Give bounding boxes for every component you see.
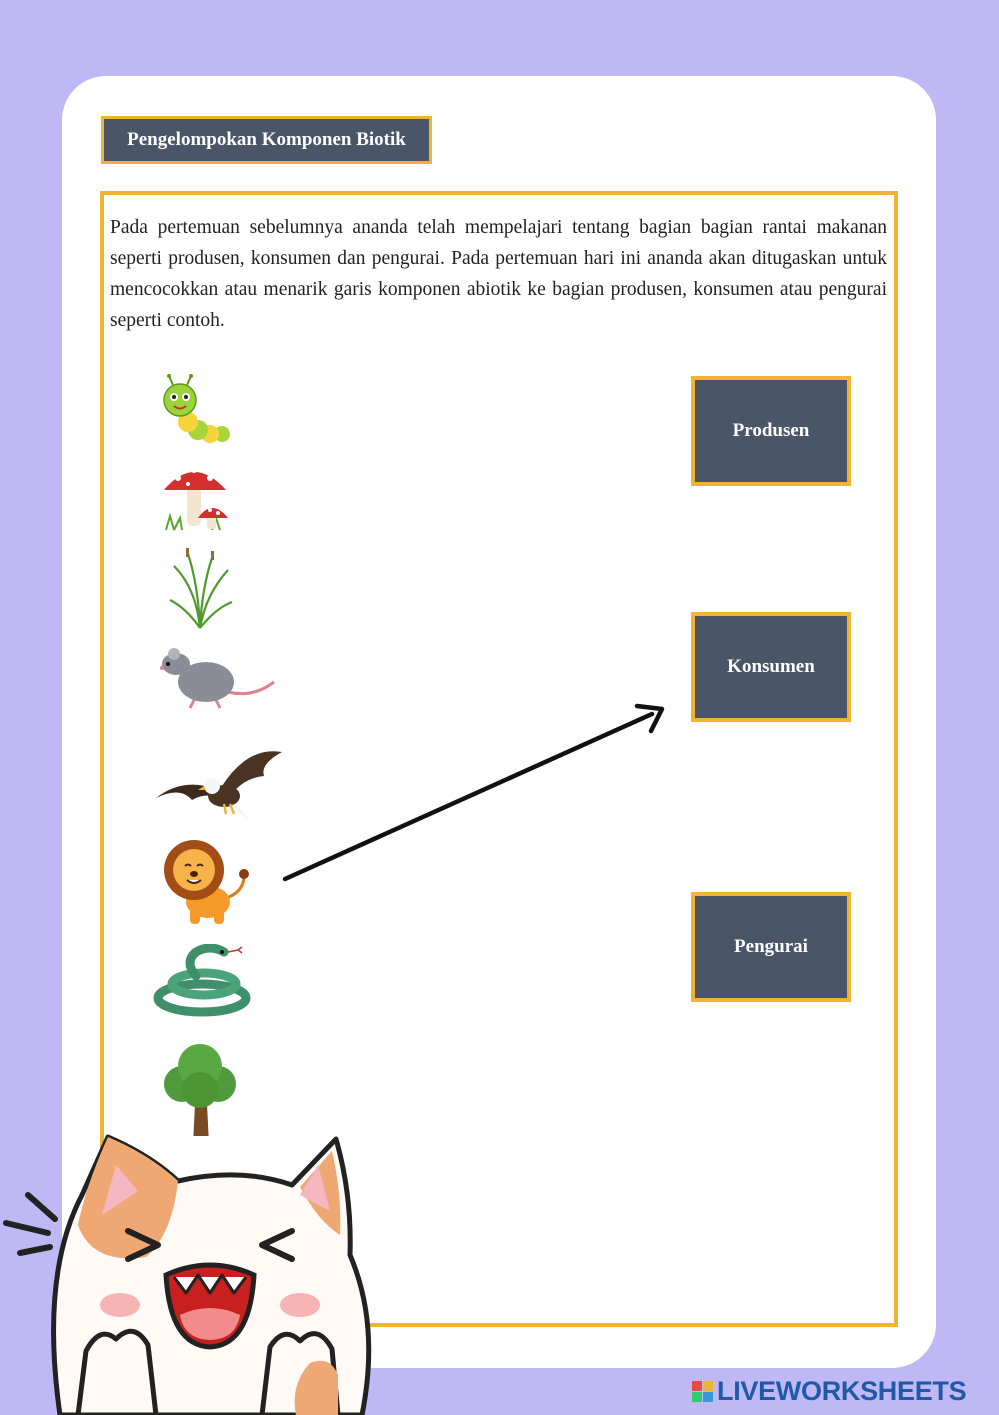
instructions-text: Pada pertemuan sebelumnya ananda telah mempelajari tentang bagian bagian rantai makanan seperti produsen, konsumen dan pengurai. Pada pertemuan hari ini ananda akan ditugaskan untuk mencocokkan atau menarik garis komponen abiotik ke bagian produsen, konsumen atau pengurai seperti contoh.: [110, 217, 887, 331]
category-pengurai[interactable]: Pengurai: [691, 892, 851, 1002]
brand-name: LIVEWORKSHEETS: [717, 1375, 967, 1406]
mushroom-icon[interactable]: [160, 458, 234, 534]
liveworksheets-logo-icon: [692, 1381, 713, 1402]
liveworksheets-brand: [692, 1376, 966, 1406]
caterpillar-icon[interactable]: [158, 374, 236, 446]
grass-icon[interactable]: [166, 548, 236, 630]
rat-icon[interactable]: [158, 642, 278, 712]
worksheet-title: Pengelompokan Komponen Biotik: [101, 116, 432, 164]
category-produsen[interactable]: Produsen: [691, 376, 851, 486]
tree-icon[interactable]: [160, 1038, 242, 1136]
cat-mascot-icon: [0, 1125, 400, 1415]
snake-icon[interactable]: [152, 944, 252, 1018]
eagle-icon[interactable]: [152, 742, 286, 828]
lion-icon[interactable]: [160, 836, 252, 926]
category-konsumen[interactable]: Konsumen: [691, 612, 851, 722]
